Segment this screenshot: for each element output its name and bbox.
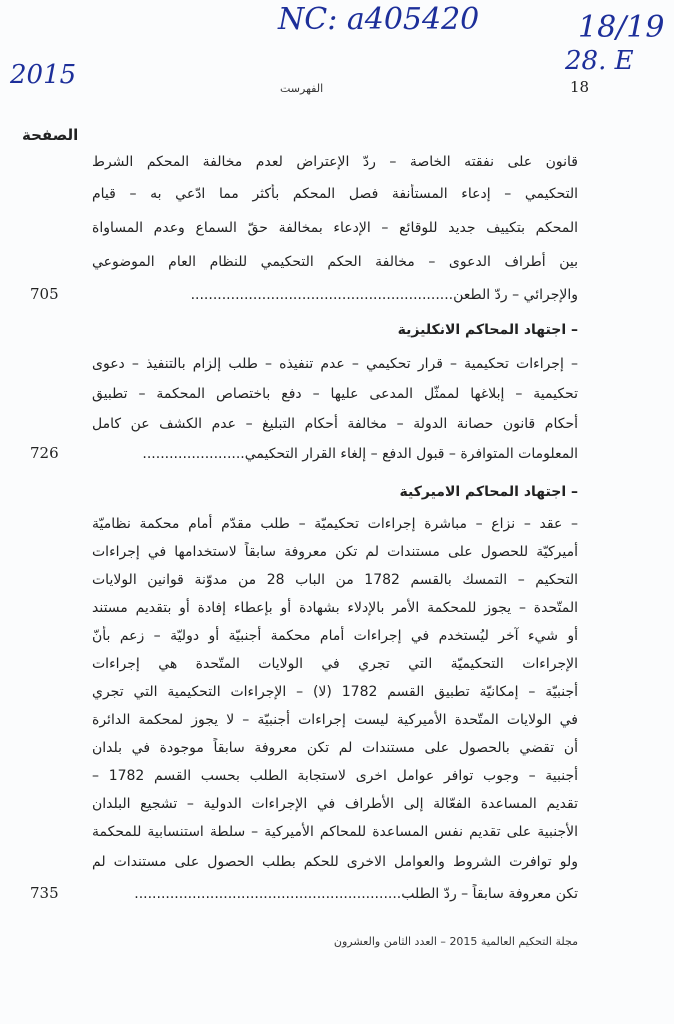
- entry-line: التحكيمي – إدعاء المستأنفة فصل المحكم بأكثر مما ادّعي به – قيام: [92, 186, 578, 202]
- footer-journal-issue: مجلة التحكيم العالمية 2015 – العدد الثامن والعشرون: [333, 935, 578, 948]
- entry-line: – عقد – نزاع – مباشرة إجراءات تحكيميّة – طلب مقدّم أمام محكمة نظاميّة: [92, 516, 578, 532]
- entry-page-number: 735: [30, 884, 59, 902]
- handwritten-note-code: 28. E: [565, 46, 634, 76]
- entry-line: تقديم المساعدة الفعّالة إلى الأطراف في الإجراءات الدولية – تشجيع البلدان: [92, 796, 578, 812]
- entry-line: ولو توافرت الشروط والعوامل الاخرى للحكم بطلب الحصول على مستندات لم: [92, 854, 578, 870]
- entry-line: – إجراءات تحكيمية – قرار تحكيمي – عدم تنفيذه – طلب إلزام بالتنفيذ – دعوى: [92, 356, 578, 372]
- handwritten-note-fraction: 18/19: [578, 10, 665, 45]
- entry-line: أحكام قانون حصانة الدولة – مخالفة أحكام التبليغ – عدم الكشف عن كامل: [92, 416, 578, 432]
- page-number: 18: [570, 78, 590, 96]
- entry-line: أجنبية – وجوب توافر عوامل اخرى لاستجابة الطلب بحسب القسم 1782 –: [92, 768, 578, 784]
- entry-line: التحكيم – التمسك بالقسم 1782 من الباب 28 من مدوّنة قوانين الولايات: [92, 572, 578, 588]
- entry-line: في الولايات المتّحدة الأميركية ليست إجراءات أجنبيّة – لا يجوز لمحكمة الدائرة: [92, 712, 578, 728]
- entry-line: المعلومات المتوافرة – قبول الدفع – إلغاء القرار التحكيمي.......................: [142, 446, 578, 462]
- running-title: الفهرست: [280, 82, 324, 95]
- section-heading: – اجتهاد المحاكم الاميركية: [399, 484, 578, 500]
- entry-line: تحكيمية – إبلاغها لممثّل المدعى عليها – دفع باختصاص المحكمة – تطبيق: [92, 386, 578, 402]
- entry-line: المحكم بتكييف جديد للوقائع – الإدعاء بمخالفة حقّ السماع وعدم المساواة: [92, 220, 578, 236]
- entry-page-number: 705: [30, 285, 59, 303]
- section-heading: – اجتهاد المحاكم الانكليزية: [397, 322, 578, 338]
- page-column-header: الصفحة: [22, 126, 79, 144]
- entry-line: أميركيّة للحصول على مستندات لم تكن معروفة سابقاً لاستخدامها في إجراءات: [92, 544, 578, 560]
- entry-line: تكن معروفة سابقاً – ردّ الطلب............................................................: [134, 886, 578, 902]
- handwritten-year: 2015: [10, 60, 77, 90]
- entry-line: والإجرائي – ردّ الطعن...........................................................: [190, 287, 578, 303]
- entry-line: أو شيء آخر ليُستخدم في إجراءات أمام محكمة أجنبيّة أو دوليّة – زعم بأنّ: [92, 628, 578, 644]
- entry-line: الأجنبية على تقديم نفس المساعدة للمحاكم الأميركية – سلطة استنسابية للمحكمة: [92, 824, 578, 840]
- entry-page-number: 726: [30, 444, 59, 462]
- entry-line: أن تقضي بالحصول على مستندات لم تكن معروفة سابقاً موجودة في بلدان: [92, 740, 578, 756]
- entry-line: أجنبيّة – إمكانيّة تطبيق القسم 1782 (لا) – الإجراءات التحكيمية التي تجري: [92, 684, 578, 700]
- entry-line: الإجراءات التحكيميّة التي تجري في الولايات المتّحدة هي إجراءات: [92, 656, 578, 672]
- handwritten-reference-number: NC: a405420: [278, 2, 480, 37]
- entry-line: قانون على نفقته الخاصة – ردّ الإعتراض لعدم مخالفة المحكم الشرط: [92, 154, 578, 170]
- entry-line: المتّحدة – يجوز للمحكمة الأمر بالإدلاء بشهادة أو بإعطاء إفادة أو بتقديم مستند: [92, 600, 578, 616]
- entry-line: بين أطراف الدعوى – مخالفة الحكم التحكيمي للنظام العام الموضوعي: [92, 254, 578, 270]
